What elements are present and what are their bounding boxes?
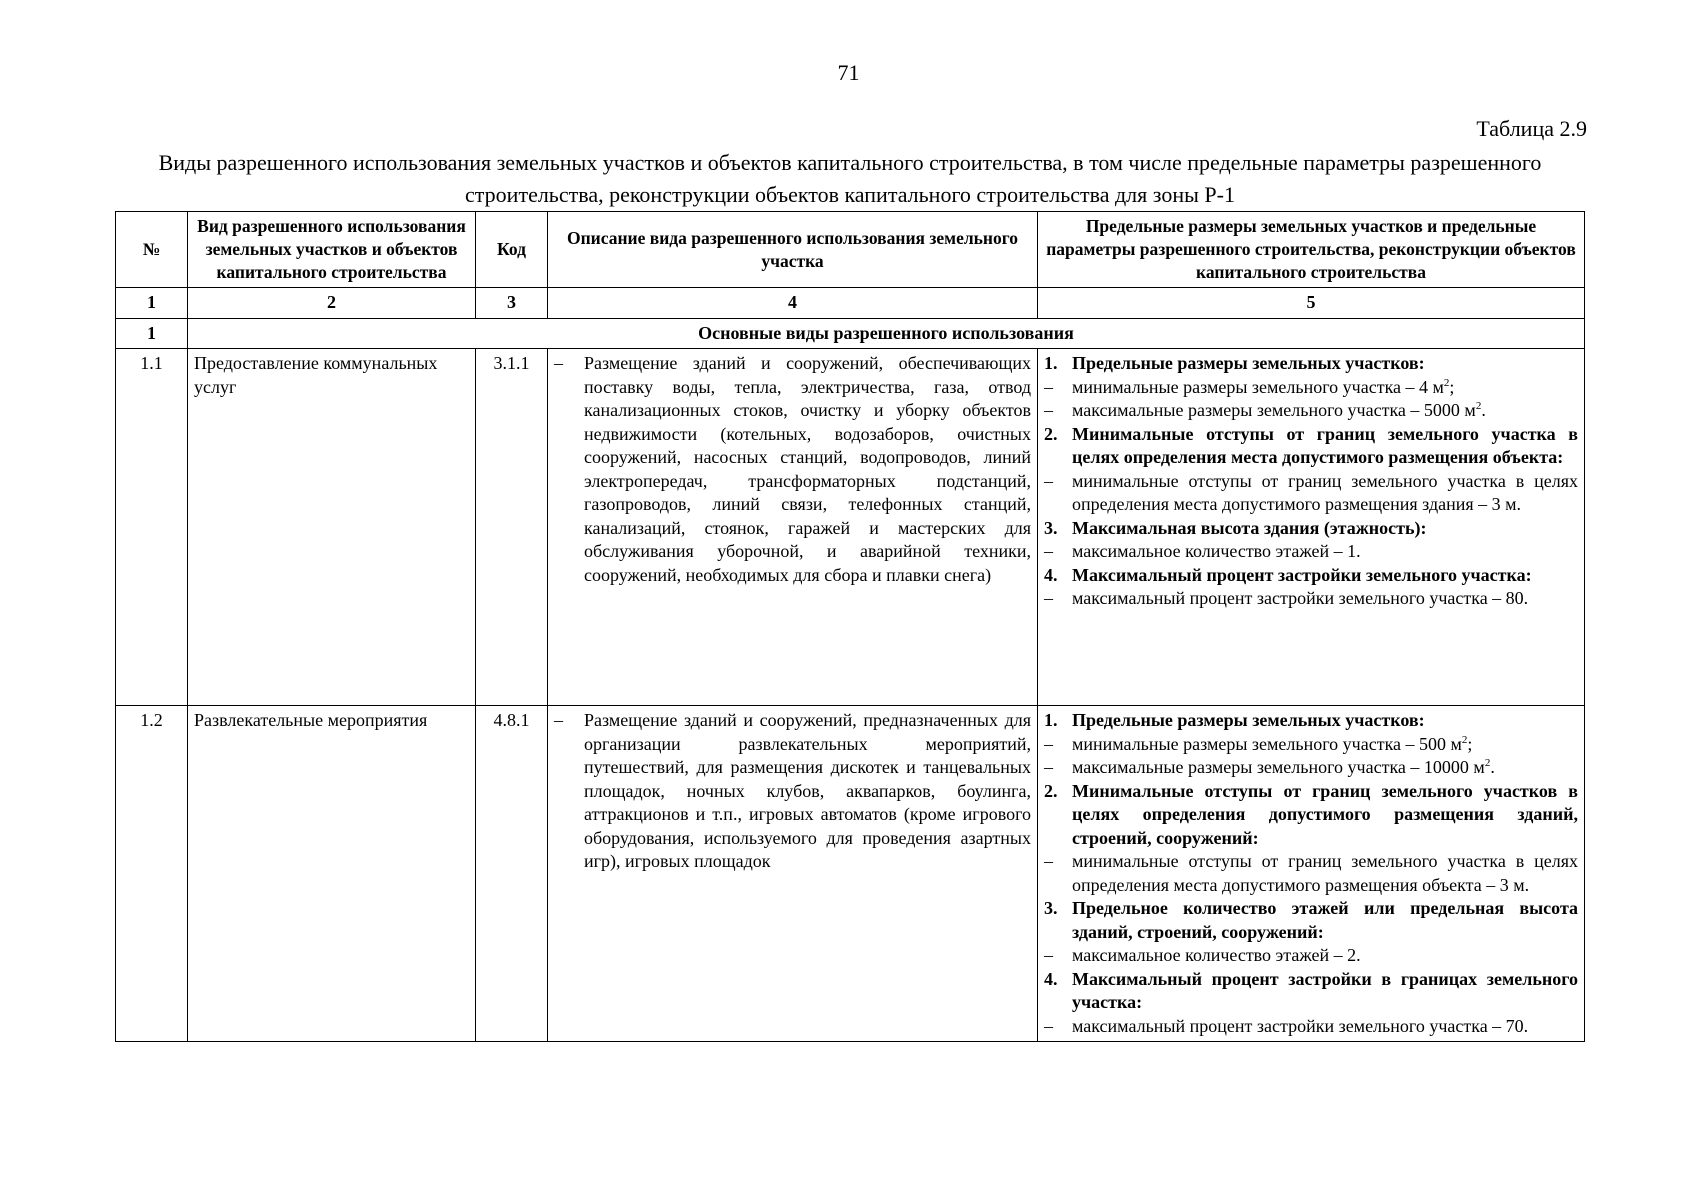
row-code: 4.8.1	[476, 706, 548, 1042]
param-item	[1044, 1015, 1578, 1039]
param-value: максимальные размеры земельного участка – 5000 м	[1072, 400, 1476, 420]
param-item	[1044, 733, 1578, 757]
param-heading-text: Максимальный процент застройки земельного участка:	[1072, 564, 1532, 585]
row-parameters	[1038, 706, 1585, 1042]
param-number: 2.	[1044, 423, 1058, 444]
dash-bullet: –	[1044, 733, 1053, 754]
dash-bullet: –	[1044, 1015, 1053, 1036]
param-heading	[1044, 780, 1578, 851]
table-row	[116, 706, 1585, 1042]
dash-bullet: –	[1044, 470, 1053, 491]
punctuation: .	[1490, 757, 1495, 777]
param-text	[1072, 756, 1578, 780]
param-item	[1044, 587, 1578, 611]
zoning-table	[115, 211, 1585, 1042]
dash-bullet: –	[1044, 400, 1053, 420]
param-item	[1044, 376, 1578, 400]
param-heading-text: Предельные размеры земельных участков:	[1072, 710, 1425, 730]
page-number: 71	[837, 60, 860, 85]
row-description	[548, 706, 1038, 1042]
header-num: №	[116, 212, 188, 288]
param-text: максимальное количество этажей – 2.	[1072, 945, 1361, 965]
param-text: минимальные отступы от границ земельного участка в целях определения места допустимого размещения здания – 3 м.	[1072, 470, 1578, 514]
dash-bullet: –	[554, 353, 563, 373]
column-number: 5	[1038, 288, 1585, 319]
row-use-name: Предоставление коммунальных услуг	[188, 349, 476, 706]
section-num: 1	[116, 318, 188, 349]
param-heading	[1044, 897, 1578, 944]
param-value: минимальные размеры земельного участка – 500 м	[1072, 733, 1462, 754]
param-number: 3.	[1044, 898, 1058, 918]
punctuation: .	[1481, 400, 1486, 420]
column-number: 2	[188, 288, 476, 319]
param-text: максимальный процент застройки земельного участка – 70.	[1072, 1015, 1529, 1036]
dash-bullet: –	[1044, 376, 1053, 397]
punctuation: ;	[1467, 733, 1473, 754]
header-desc: Описание вида разрешенного использования земельного участка	[548, 212, 1038, 288]
param-heading-text: Предельные размеры земельных участков:	[1072, 353, 1425, 373]
column-number: 4	[548, 288, 1038, 319]
description-text: Размещение зданий и сооружений, предназначенных для организации развлекательных мероприятий, путешествий, для размещения дискотек и танцевальных площадок, ночных клубов, аквапарков, боулинга, аттракционов и т.п., игровых автоматов (кроме игрового оборудования, используемого для проведения азартных игр), игровых площадок	[584, 710, 1031, 871]
dash-bullet: –	[554, 710, 563, 730]
dash-bullet: –	[1044, 757, 1053, 777]
table-row	[116, 349, 1585, 706]
param-text	[1072, 399, 1578, 423]
document-title: Виды разрешенного использования земельных участков и объектов капитального строительства, в том числе предельные параметры разрешенного строительства, реконструкции объектов капитального строительства для зоны Р-1	[158, 150, 1542, 207]
superscript: 2	[1484, 757, 1491, 769]
param-heading	[1044, 423, 1578, 470]
param-number: 4.	[1044, 968, 1058, 989]
param-item	[1044, 399, 1578, 423]
row-number: 1.1	[116, 349, 188, 706]
param-heading	[1044, 968, 1578, 1015]
section-title: Основные виды разрешенного использования	[188, 318, 1585, 349]
row-number: 1.2	[116, 706, 188, 1042]
header-name: Вид разрешенного использования земельных участков и объектов капитального строительства	[188, 212, 476, 288]
superscript: 2	[1475, 400, 1482, 412]
param-item	[1044, 540, 1578, 564]
param-heading	[1044, 517, 1578, 541]
param-item	[1044, 850, 1578, 897]
param-heading-text: Максимальная высота здания (этажность):	[1072, 517, 1427, 538]
row-code: 3.1.1	[476, 349, 548, 706]
param-number: 3.	[1044, 517, 1058, 538]
row-description	[548, 349, 1038, 706]
description-item	[554, 709, 1031, 874]
dash-bullet: –	[1044, 851, 1053, 871]
param-text: максимальный процент застройки земельного участка – 80.	[1072, 588, 1529, 608]
param-item	[1044, 470, 1578, 517]
row-use-name: Развлекательные мероприятия	[188, 706, 476, 1042]
description-text: Размещение зданий и сооружений, обеспечивающих поставку воды, тепла, электричества, газа, отвод канализационных стоков, очистку и уборку объектов недвижимости (котельных, водозаборов, очистных сооружений, насосных станций, водопроводов, линий электропередач, трансформаторных подстанций, газопроводов, линий связи, телефонных станций, канализаций, стоянок, гаражей и мастерских для обслуживания уборочной, и аварийной техники, сооружений, необходимых для сбора и плавки снега)	[584, 353, 1031, 585]
param-item	[1044, 756, 1578, 780]
description-item	[554, 352, 1031, 587]
header-row	[116, 212, 1585, 288]
param-text: минимальные отступы от границ земельного участка в целях определения места допустимого размещения объекта – 3 м.	[1072, 851, 1578, 895]
table-caption: Таблица 2.9	[1476, 116, 1587, 141]
param-value: минимальные размеры земельного участка – 4 м	[1072, 376, 1444, 397]
param-heading-text: Предельное количество этажей или предельная высота зданий, строений, сооружений:	[1072, 898, 1578, 942]
param-text	[1072, 733, 1578, 757]
column-number: 3	[476, 288, 548, 319]
column-number: 1	[116, 288, 188, 319]
param-heading	[1044, 709, 1578, 733]
superscript: 2	[1461, 733, 1468, 746]
row-parameters	[1038, 349, 1585, 706]
param-heading-text: Минимальные отступы от границ земельного участка в целях определения места допустимого размещения объекта:	[1072, 423, 1578, 467]
param-number: 1.	[1044, 710, 1058, 730]
dash-bullet: –	[1044, 588, 1053, 608]
header-params: Предельные размеры земельных участков и предельные параметры разрешенного строительства, реконструкции объектов капитального строительства	[1038, 212, 1585, 288]
param-item	[1044, 944, 1578, 968]
column-number-row	[116, 288, 1585, 319]
param-text	[1072, 376, 1578, 400]
param-value: максимальные размеры земельного участка – 10000 м	[1072, 757, 1485, 777]
dash-bullet: –	[1044, 541, 1053, 561]
punctuation: ;	[1449, 376, 1455, 397]
param-number: 1.	[1044, 353, 1058, 373]
param-number: 4.	[1044, 564, 1058, 585]
superscript: 2	[1443, 376, 1450, 389]
param-heading	[1044, 352, 1578, 376]
section-row	[116, 318, 1585, 349]
param-heading-text: Максимальный процент застройки в границах земельного участка:	[1072, 968, 1578, 1012]
param-text: максимальное количество этажей – 1.	[1072, 541, 1361, 561]
param-heading	[1044, 564, 1578, 588]
dash-bullet: –	[1044, 945, 1053, 965]
header-code: Код	[476, 212, 548, 288]
param-number: 2.	[1044, 780, 1058, 801]
param-heading-text: Минимальные отступы от границ земельного участков в целях определения допустимого размещения зданий, строений, сооружений:	[1072, 780, 1578, 848]
